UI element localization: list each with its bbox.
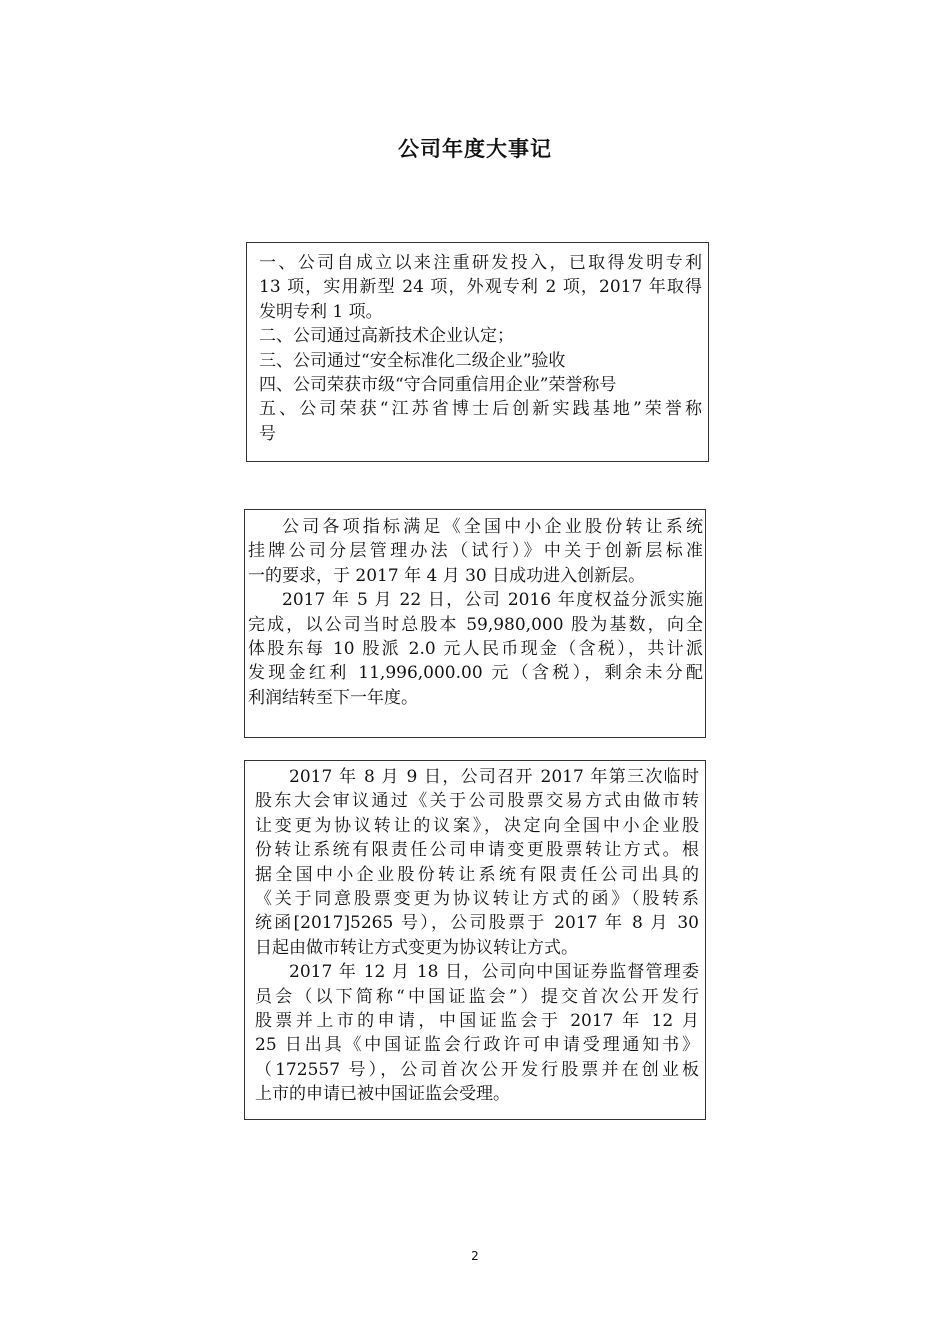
paragraph-line: 公司各项指标满足《全国中小企业股份转让系统 xyxy=(282,517,703,537)
innovation-tier-box xyxy=(244,509,706,738)
paragraph-line: 统函[2017]5265 号），公司股票于 2017 年 8 月 30 xyxy=(255,913,699,934)
paragraph-line: 据全国中小企业股份转让系统有限责任公司出具的 xyxy=(255,864,699,885)
page-number: 2 xyxy=(471,1249,479,1263)
paragraph-line: 股票并上市的申请，中国证监会于 2017 年 12 月 xyxy=(255,1011,699,1032)
milestone-line: 13 项，实用新型 24 项，外观专利 2 项，2017 年取得 xyxy=(259,277,702,298)
paragraph-line: 2017 年 8 月 9 日，公司召开 2017 年第三次临时 xyxy=(289,767,699,787)
paragraph-line: 完成，以公司当时总股本 59,980,000 股为基数，向全 xyxy=(248,614,703,635)
paragraph-line: 2017 年 5 月 22 日，公司 2016 年度权益分派实施 xyxy=(282,590,703,611)
paragraph-line: 《关于同意股票变更为协议转让方式的函》（股转系 xyxy=(255,889,699,910)
paragraph-line: 利润结转至下一年度。 xyxy=(248,687,418,708)
milestone-line: 五、公司荣获“江苏省博士后创新实践基地”荣誉称 xyxy=(259,399,702,420)
paragraph-line: 挂牌公司分层管理办法（试行）》中关于创新层标准 xyxy=(248,541,703,562)
paragraph-line: 份转让系统有限责任公司申请变更股票转让方式。根 xyxy=(255,840,699,861)
paragraph-line: 一的要求，于 2017 年 4 月 30 日成功进入创新层。 xyxy=(248,565,646,586)
paragraph-line: （172557 号），公司首次公开发行股票并在创业板 xyxy=(255,1059,699,1080)
milestone-line: 号 xyxy=(259,423,276,444)
milestone-line: 发明专利 1 项。 xyxy=(259,301,383,322)
milestones-box xyxy=(246,242,709,462)
paragraph-line: 25 日出具《中国证监会行政许可申请受理通知书》 xyxy=(255,1035,699,1056)
paragraph-line: 日起由做市转让方式变更为协议转让方式。 xyxy=(255,937,578,958)
paragraph-line: 让变更为协议转让的议案》，决定向全国中小企业股 xyxy=(255,815,699,836)
share-transfer-ipo-box xyxy=(244,760,706,1120)
paragraph-line: 上市的申请已被中国证监会受理。 xyxy=(255,1084,510,1105)
paragraph-line: 股东大会审议通过《关于公司股票交易方式由做市转 xyxy=(255,791,699,812)
paragraph-line: 员会（以下简称“中国证监会”）提交首次公开发行 xyxy=(255,986,699,1007)
paragraph-line: 发现金红利 11,996,000.00 元（含税），剩余未分配 xyxy=(248,663,703,684)
milestone-line: 一、公司自成立以来注重研发投入，已取得发明专利 xyxy=(259,253,702,273)
milestone-line: 三、公司通过“安全标准化二级企业”验收 xyxy=(259,350,566,371)
paragraph-line: 2017 年 12 月 18 日，公司向中国证券监督管理委 xyxy=(289,962,699,983)
milestone-line: 四、公司荣获市级“守合同重信用企业”荣誉称号 xyxy=(259,375,617,396)
paragraph-line: 体股东每 10 股派 2.0 元人民币现金（含税），共计派 xyxy=(248,639,703,660)
page-title: 公司年度大事记 xyxy=(398,137,552,161)
milestone-line: 二、公司通过高新技术企业认定； xyxy=(259,326,514,347)
